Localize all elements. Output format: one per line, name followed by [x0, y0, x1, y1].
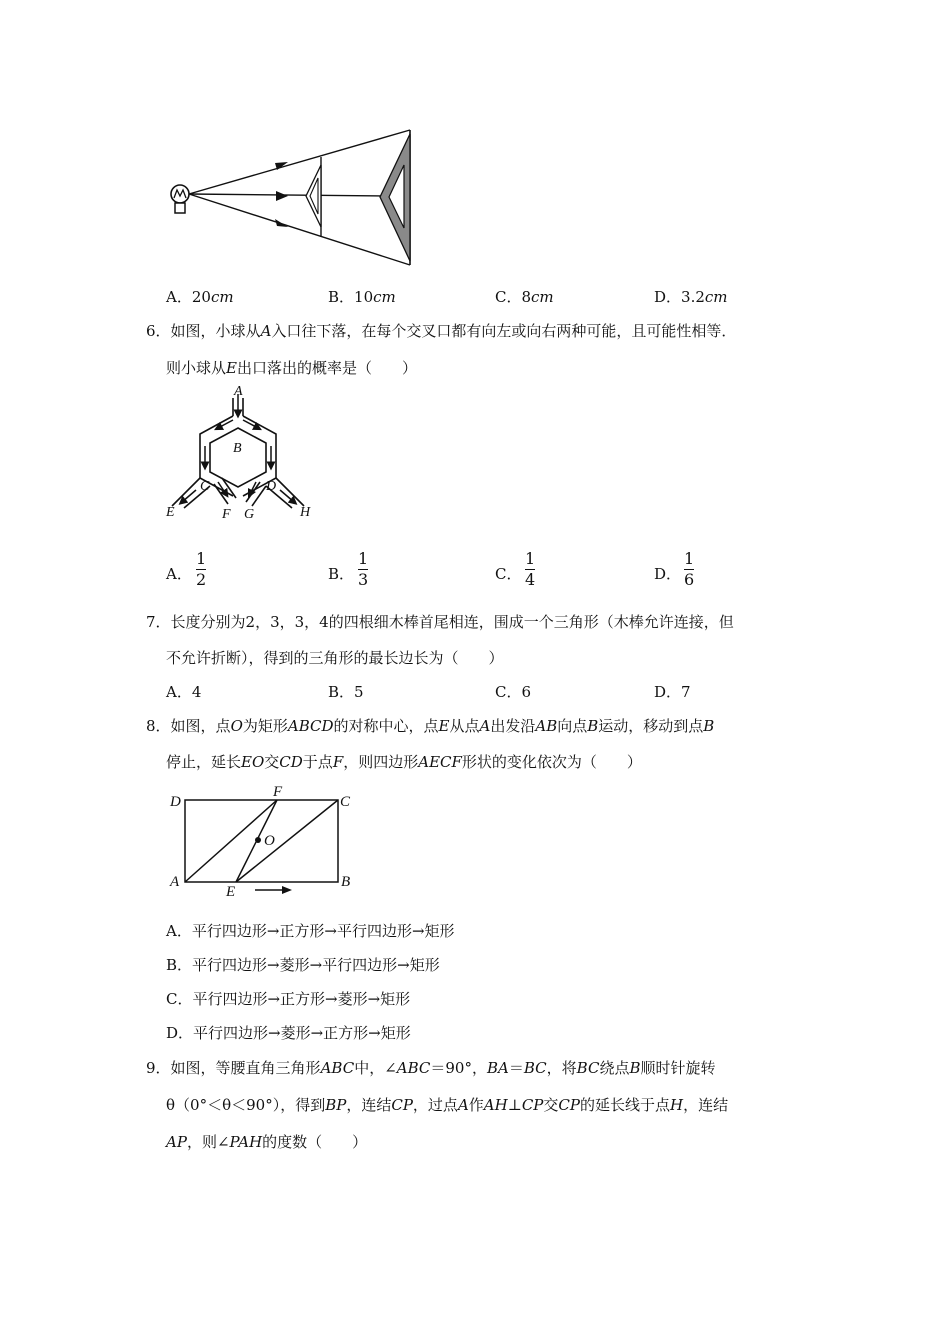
q6-option-c-fraction: 1 4 — [525, 549, 536, 589]
q7-option-c: C．6 — [495, 683, 532, 701]
q6-option-b: B． — [328, 565, 355, 583]
q8-option-d: D．平行四边形→菱形→正方形→矩形 — [166, 1024, 411, 1042]
q6-option-b-fraction: 1 3 — [358, 549, 369, 589]
q9-stem-line2: θ（0°＜θ＜90°），得到BP，连结CP，过点A作AH⊥CP交CP的延长线于点H，连结 — [166, 1096, 729, 1114]
q8-rectangle-figure — [160, 782, 370, 902]
q8-label-a: A — [170, 874, 180, 890]
q6-ball-channel-figure — [160, 386, 320, 521]
q7-option-b: B．5 — [328, 683, 364, 701]
q8-option-c: C．平行四边形→正方形→菱形→矩形 — [166, 990, 411, 1008]
q6-stem-line1: 6．如图，小球从A入口往下落，在每个交叉口都有向左或向右两种可能，且可能性相等． — [146, 322, 737, 340]
q7-stem-line1: 7．长度分别为2，3，3，4的四根细木棒首尾相连，围成一个三角形（木棒允许连接，但 — [146, 613, 734, 631]
q8-option-b: B．平行四边形→菱形→平行四边形→矩形 — [166, 956, 440, 974]
q9-stem-line3: AP，则∠PAH的度数（ ） — [166, 1133, 368, 1151]
q6-option-d: D． — [654, 565, 682, 583]
q8-stem-line1: 8．如图，点O为矩形ABCD的对称中心，点E从点A出发沿AB向点B运动，移动到点B — [146, 717, 715, 735]
q6-label-g: G — [244, 507, 255, 521]
q8-label-d: D — [170, 794, 181, 810]
q6-label-h: H — [300, 505, 311, 520]
q8-label-f: F — [273, 784, 283, 800]
q5-option-c: C．8cm — [495, 288, 554, 306]
q7-stem-line2: 不允许折断），得到的三角形的最长边长为（ ） — [166, 649, 504, 667]
q6-stem-line2: 则小球从E出口落出的概率是（ ） — [166, 359, 417, 377]
q8-option-a: A．平行四边形→正方形→平行四边形→矩形 — [166, 922, 455, 940]
q8-label-e: E — [226, 884, 236, 900]
q7-option-d: D．7 — [654, 683, 691, 701]
q9-stem-line1: 9．如图，等腰直角三角形ABC中，∠ABC＝90°，BA＝BC，将BC绕点B顺时针旋转 — [146, 1059, 716, 1077]
q6-option-c: C． — [495, 565, 522, 583]
q6-label-a: A — [234, 386, 243, 399]
q5-option-b: B．10cm — [328, 288, 396, 306]
q6-label-d: D — [266, 479, 277, 494]
q6-option-d-fraction: 1 6 — [684, 549, 695, 589]
q6-label-f: F — [222, 507, 231, 521]
q5-option-a: A．20cm — [166, 288, 234, 306]
q5-projection-figure — [160, 120, 430, 275]
q7-option-a: A．4 — [166, 683, 202, 701]
q6-option-a: A． — [166, 565, 192, 583]
q6-label-b: B — [233, 441, 242, 456]
q8-label-c: C — [340, 794, 351, 810]
q8-label-b: B — [341, 874, 351, 890]
q6-option-a-fraction: 1 2 — [196, 549, 207, 589]
q5-option-d: D．3.2cm — [654, 288, 728, 306]
q6-label-e: E — [166, 505, 175, 520]
q8-stem-line2: 停止，延长EO交CD于点F，则四边形AECF形状的变化依次为（ ） — [166, 753, 642, 771]
q6-label-c: C — [200, 479, 210, 494]
q8-label-o: O — [264, 833, 275, 849]
